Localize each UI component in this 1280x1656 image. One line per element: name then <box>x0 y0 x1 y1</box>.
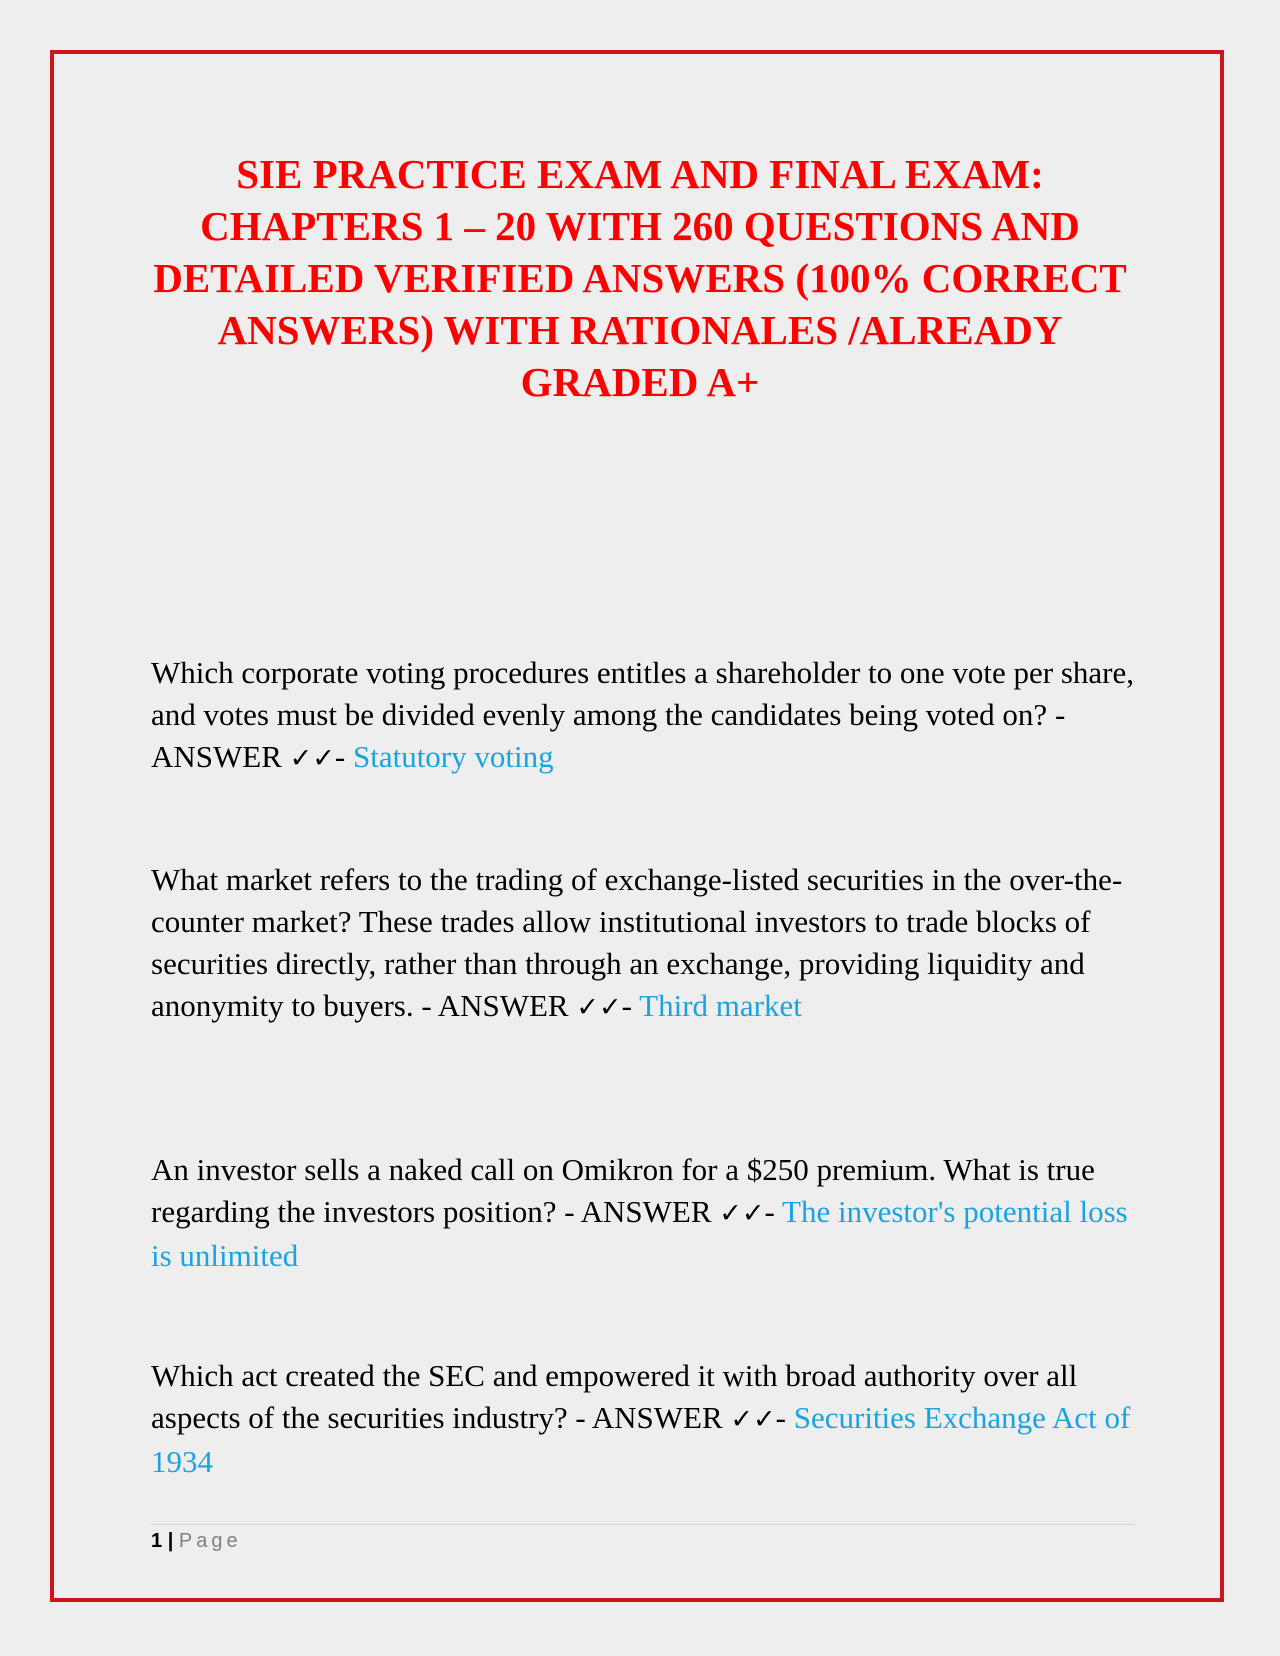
document-title: SIE PRACTICE EXAM AND FINAL EXAM: CHAPTERS 1 – 20 WITH 260 QUESTIONS AND DETAILED VERIFIED ANSWERS (100% CORRECT ANSWERS) WITH RATIONALES /ALREADY GRADED A+ <box>153 151 1127 405</box>
dash: - <box>764 1194 775 1229</box>
page-footer <box>151 1528 242 1554</box>
double-check-icon: ✓✓ <box>719 1198 765 1229</box>
question-text: Which corporate voting procedures entitles a shareholder to one vote per share, and votes must be divided evenly among the candidates being voted on? <box>151 655 1135 732</box>
answer-text: Third market <box>639 988 802 1023</box>
answer-text: Securities Exchange Act of 1934 <box>151 1400 1131 1479</box>
double-check-icon: ✓✓ <box>730 1404 776 1435</box>
answer-marker: - ANSWER <box>564 1194 712 1229</box>
page-number: 1 <box>151 1530 163 1552</box>
double-check-icon: ✓✓ <box>576 992 622 1023</box>
question-text: An investor sells a naked call on Omikron for a $250 premium. What is true regarding the investors position? <box>151 1152 1095 1229</box>
dash: - <box>775 1400 786 1435</box>
qa-item-4 <box>151 1355 1141 1483</box>
qa-item-1 <box>151 652 1141 780</box>
answer-marker: - ANSWER <box>421 988 569 1023</box>
dash: - <box>621 988 632 1023</box>
answer-marker: - ANSWER <box>151 697 1066 774</box>
qa-item-2 <box>151 859 1141 1029</box>
footer-separator: | <box>167 1530 174 1552</box>
qa-item-3 <box>151 1149 1141 1277</box>
question-text: Which act created the SEC and empowered it with broad authority over all aspects of the securities industry? <box>151 1358 1078 1435</box>
answer-marker: - ANSWER <box>575 1400 723 1435</box>
double-check-icon: ✓✓ <box>289 743 335 774</box>
answer-text: The investor's potential loss is unlimited <box>151 1194 1128 1273</box>
page-label: Page <box>178 1530 242 1552</box>
dash: - <box>334 739 346 774</box>
footer-divider <box>151 1524 1135 1525</box>
question-text: What market refers to the trading of exchange-listed securities in the over-the-counter market? These trades allow institutional investors to trade blocks of securities directly, rather than through an exchange, providing liquidity and anonymity to buyers. <box>151 862 1123 1023</box>
answer-text: Statutory voting <box>352 739 554 774</box>
